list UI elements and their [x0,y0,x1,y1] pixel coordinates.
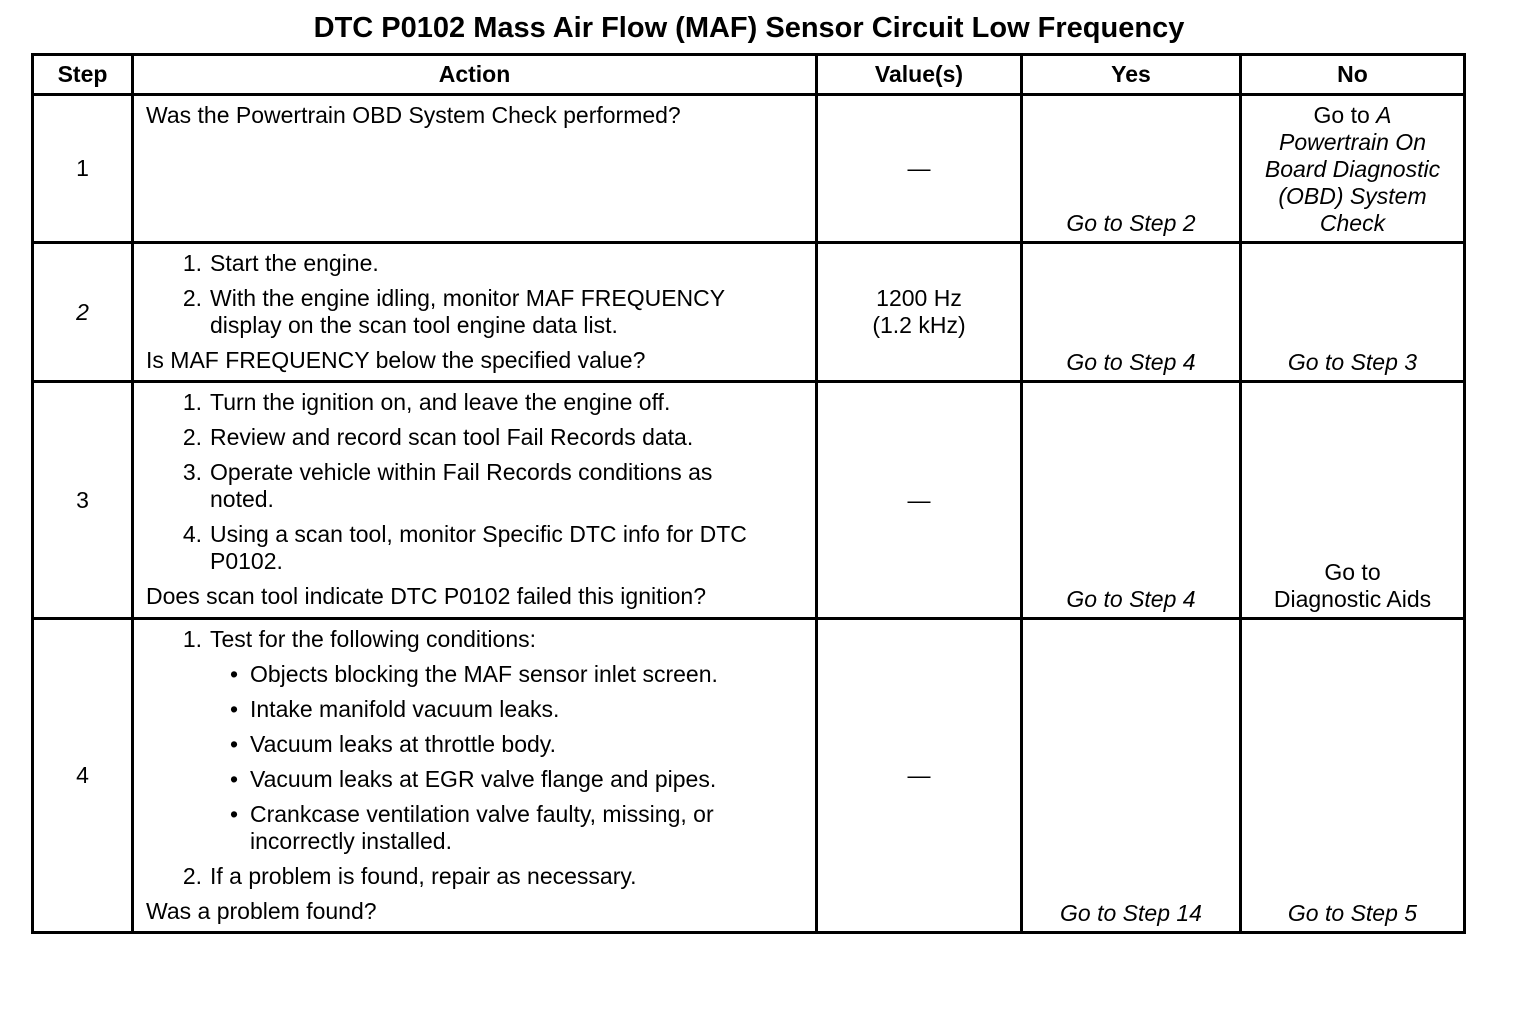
table-row-step-4 [33,619,1465,933]
no-italic: A [1376,102,1392,128]
bullet-item [146,766,803,793]
step-number: 4 [33,619,133,933]
no-line [1242,156,1463,183]
yes-cell: Go to Step 4 [1022,243,1241,382]
action-item [146,626,803,653]
no-italic: Board Diagnostic [1264,156,1441,182]
header-action: Action [133,55,817,95]
step-number: 3 [33,382,133,619]
item-text: If a problem is found, repair as necessary. [210,863,637,889]
page-title: DTC P0102 Mass Air Flow (MAF) Sensor Circuit Low Frequency [313,12,1185,44]
no-line [1242,210,1463,237]
value-line: (1.2 kHz) [872,312,966,338]
item-text: Start the engine. [210,250,379,276]
bullet-item [146,731,803,758]
bullet-text: Vacuum leaks at EGR valve flange and pipes. [250,766,717,792]
no-line [1242,183,1463,210]
action-item [146,521,803,575]
step-number: 2 [33,243,133,382]
item-number: 1. [182,389,202,415]
bullet-text: Vacuum leaks at throttle body. [250,731,556,757]
item-number: 4. [182,521,202,547]
bullet-text: Objects blocking the MAF sensor inlet screen. [250,661,718,687]
bullet-text: Crankcase ventilation valve faulty, missing, or incorrectly installed. [250,801,714,854]
bullet-icon: • [229,766,238,792]
table-row-step-1 [33,95,1465,243]
header-values: Value(s) [817,55,1022,95]
action-item [146,863,803,890]
bullet-item [146,661,803,688]
bullet-item [146,801,803,855]
bullet-text: Intake manifold vacuum leaks. [250,696,560,722]
action-item [146,424,803,451]
no-cell [1241,95,1465,243]
no-italic: Check [1319,210,1386,236]
item-number: 1. [182,250,202,276]
value-cell: — [817,382,1022,619]
no-italic: Powertrain On [1278,129,1426,155]
action-cell [133,243,817,382]
item-number: 1. [182,626,202,652]
item-text: Test for the following conditions: [210,626,537,652]
bullet-icon: • [229,731,238,757]
item-number: 3. [182,459,202,485]
bullet-icon: • [229,661,238,687]
action-question: Is MAF FREQUENCY below the specified value? [146,347,646,373]
table-row-step-3 [33,382,1465,619]
action-question: Does scan tool indicate DTC P0102 failed this ignition? [146,583,706,609]
table-header-row [33,55,1465,95]
action-item [146,389,803,416]
action-item [146,250,803,277]
item-text: Using a scan tool, monitor Specific DTC info for DTC P0102. [210,521,747,574]
action-question: Was a problem found? [146,898,377,924]
table-row-step-2 [33,243,1465,382]
item-text: Review and record scan tool Fail Records data. [210,424,694,450]
no-prefix: Go to [1313,102,1370,128]
no-cell [1241,382,1465,619]
action-question: Was the Powertrain OBD System Check performed? [146,102,681,128]
value-cell: — [817,95,1022,243]
step-number: 1 [33,95,133,243]
diagnostic-table [31,53,1466,934]
item-text: Turn the ignition on, and leave the engine off. [210,389,671,415]
item-number: 2. [182,863,202,889]
yes-cell: Go to Step 4 [1022,382,1241,619]
bullet-item [146,696,803,723]
bullet-icon: • [229,801,238,827]
no-line: Diagnostic Aids [1273,586,1432,612]
yes-cell: Go to Step 2 [1022,95,1241,243]
header-step: Step [33,55,133,95]
action-item [146,459,803,513]
header-yes: Yes [1022,55,1241,95]
bullet-icon: • [229,696,238,722]
item-text: Operate vehicle within Fail Records conditions as noted. [210,459,713,512]
item-text: With the engine idling, monitor MAF FREQUENCY display on the scan tool engine data list. [210,285,725,338]
item-number: 2. [182,424,202,450]
action-cell [133,619,817,933]
no-italic: (OBD) System [1278,183,1427,209]
item-number: 2. [182,285,202,311]
no-line [1242,102,1463,129]
value-cell: — [817,619,1022,933]
action-cell [133,95,817,243]
action-item [146,285,803,339]
no-cell: Go to Step 3 [1241,243,1465,382]
no-line: Go to [1324,559,1381,585]
value-cell [817,243,1022,382]
yes-cell: Go to Step 14 [1022,619,1241,933]
no-line [1242,129,1463,156]
action-cell [133,382,817,619]
header-no: No [1241,55,1465,95]
value-line: 1200 Hz [876,285,962,311]
no-cell: Go to Step 5 [1241,619,1465,933]
